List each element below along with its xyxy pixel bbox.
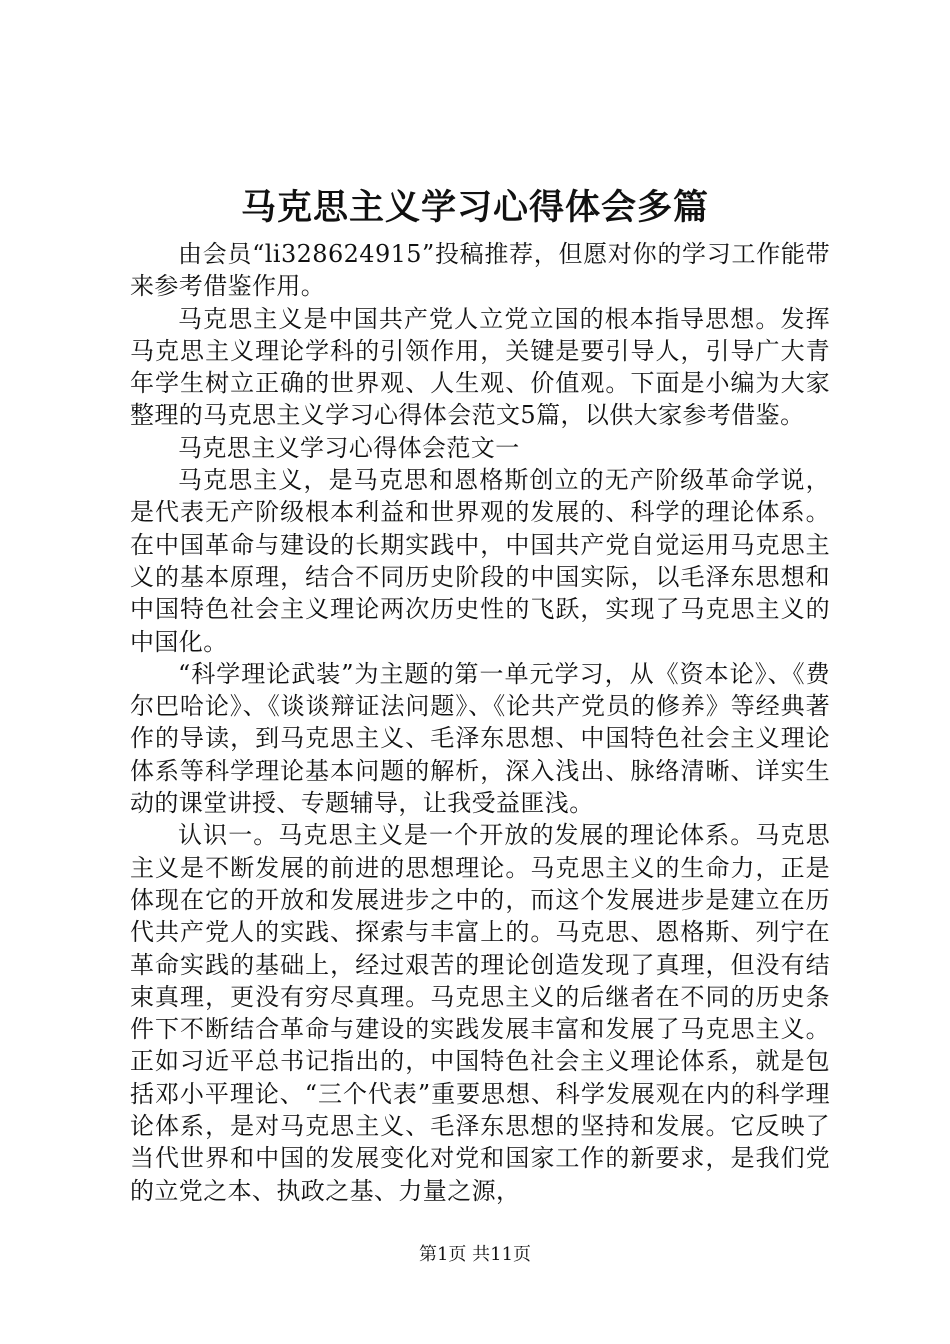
document-body	[130, 238, 830, 1207]
paragraph-summary: 马克思主义是中国共产党人立党立国的根本指导思想。发挥马克思主义理论学科的引领作用，关键是要引导人，引导广大青年学生树立正确的世界观、人生观、价值观。下面是小编为大家整理的马克思主义学习心得体会范文5篇，以供大家参考借鉴。	[130, 304, 830, 430]
paragraph: 马克思主义，是马克思和恩格斯创立的无产阶级革命学说，是代表无产阶级根本利益和世界观的发展的、科学的理论体系。在中国革命与建设的长期实践中，中国共产党自觉运用马克思主义的基本原理，结合不同历史阶段的中国实际，以毛泽东思想和中国特色社会主义理论两次历史性的飞跃，实现了马克思主义的中国化。	[130, 466, 830, 656]
paragraph-intro: 由会员“li328624915”投稿推荐，但愿对你的学习工作能带来参考借鉴作用。	[130, 240, 830, 301]
paragraph: 认识一。马克思主义是一个开放的发展的理论体系。马克思主义是不断发展的前进的思想理论。马克思主义的生命力，正是体现在它的开放和发展进步之中的，而这个发展进步是建立在历代共产党人的实践、探索与丰富上的。马克思、恩格斯、列宁在革命实践的基础上，经过艰苦的理论创造发现了真理，但没有结束真理，更没有穷尽真理。马克思主义的后继者在不同的历史条件下不断结合革命与建设的实践发展丰富和发展了马克思主义。正如习近平总书记指出的，中国特色社会主义理论体系，就是包括邓小平理论、“三个代表”重要思想、科学发展观在内的科学理论体系，是对马克思主义、毛泽东思想的坚持和发展。它反映了当代世界和中国的发展变化对党和国家工作的新要求，是我们党的立党之本、执政之基、力量之源，	[130, 821, 830, 1205]
paragraph: “科学理论武装”为主题的第一单元学习，从《资本论》、《费尔巴哈论》、《谈谈辩证法问题》、《论共产党员的修养》等经典著作的导读，到马克思主义、毛泽东思想、中国特色社会主义理论体系等科学理论基本问题的解析，深入浅出、脉络清晰、详实生动的课堂讲授、专题辅导，让我受益匪浅。	[130, 659, 830, 818]
document-title: 马克思主义学习心得体会多篇	[240, 187, 709, 228]
page-number-footer: 第1页 共11页	[418, 1244, 532, 1265]
section-heading: 马克思主义学习心得体会范文一	[178, 433, 520, 462]
